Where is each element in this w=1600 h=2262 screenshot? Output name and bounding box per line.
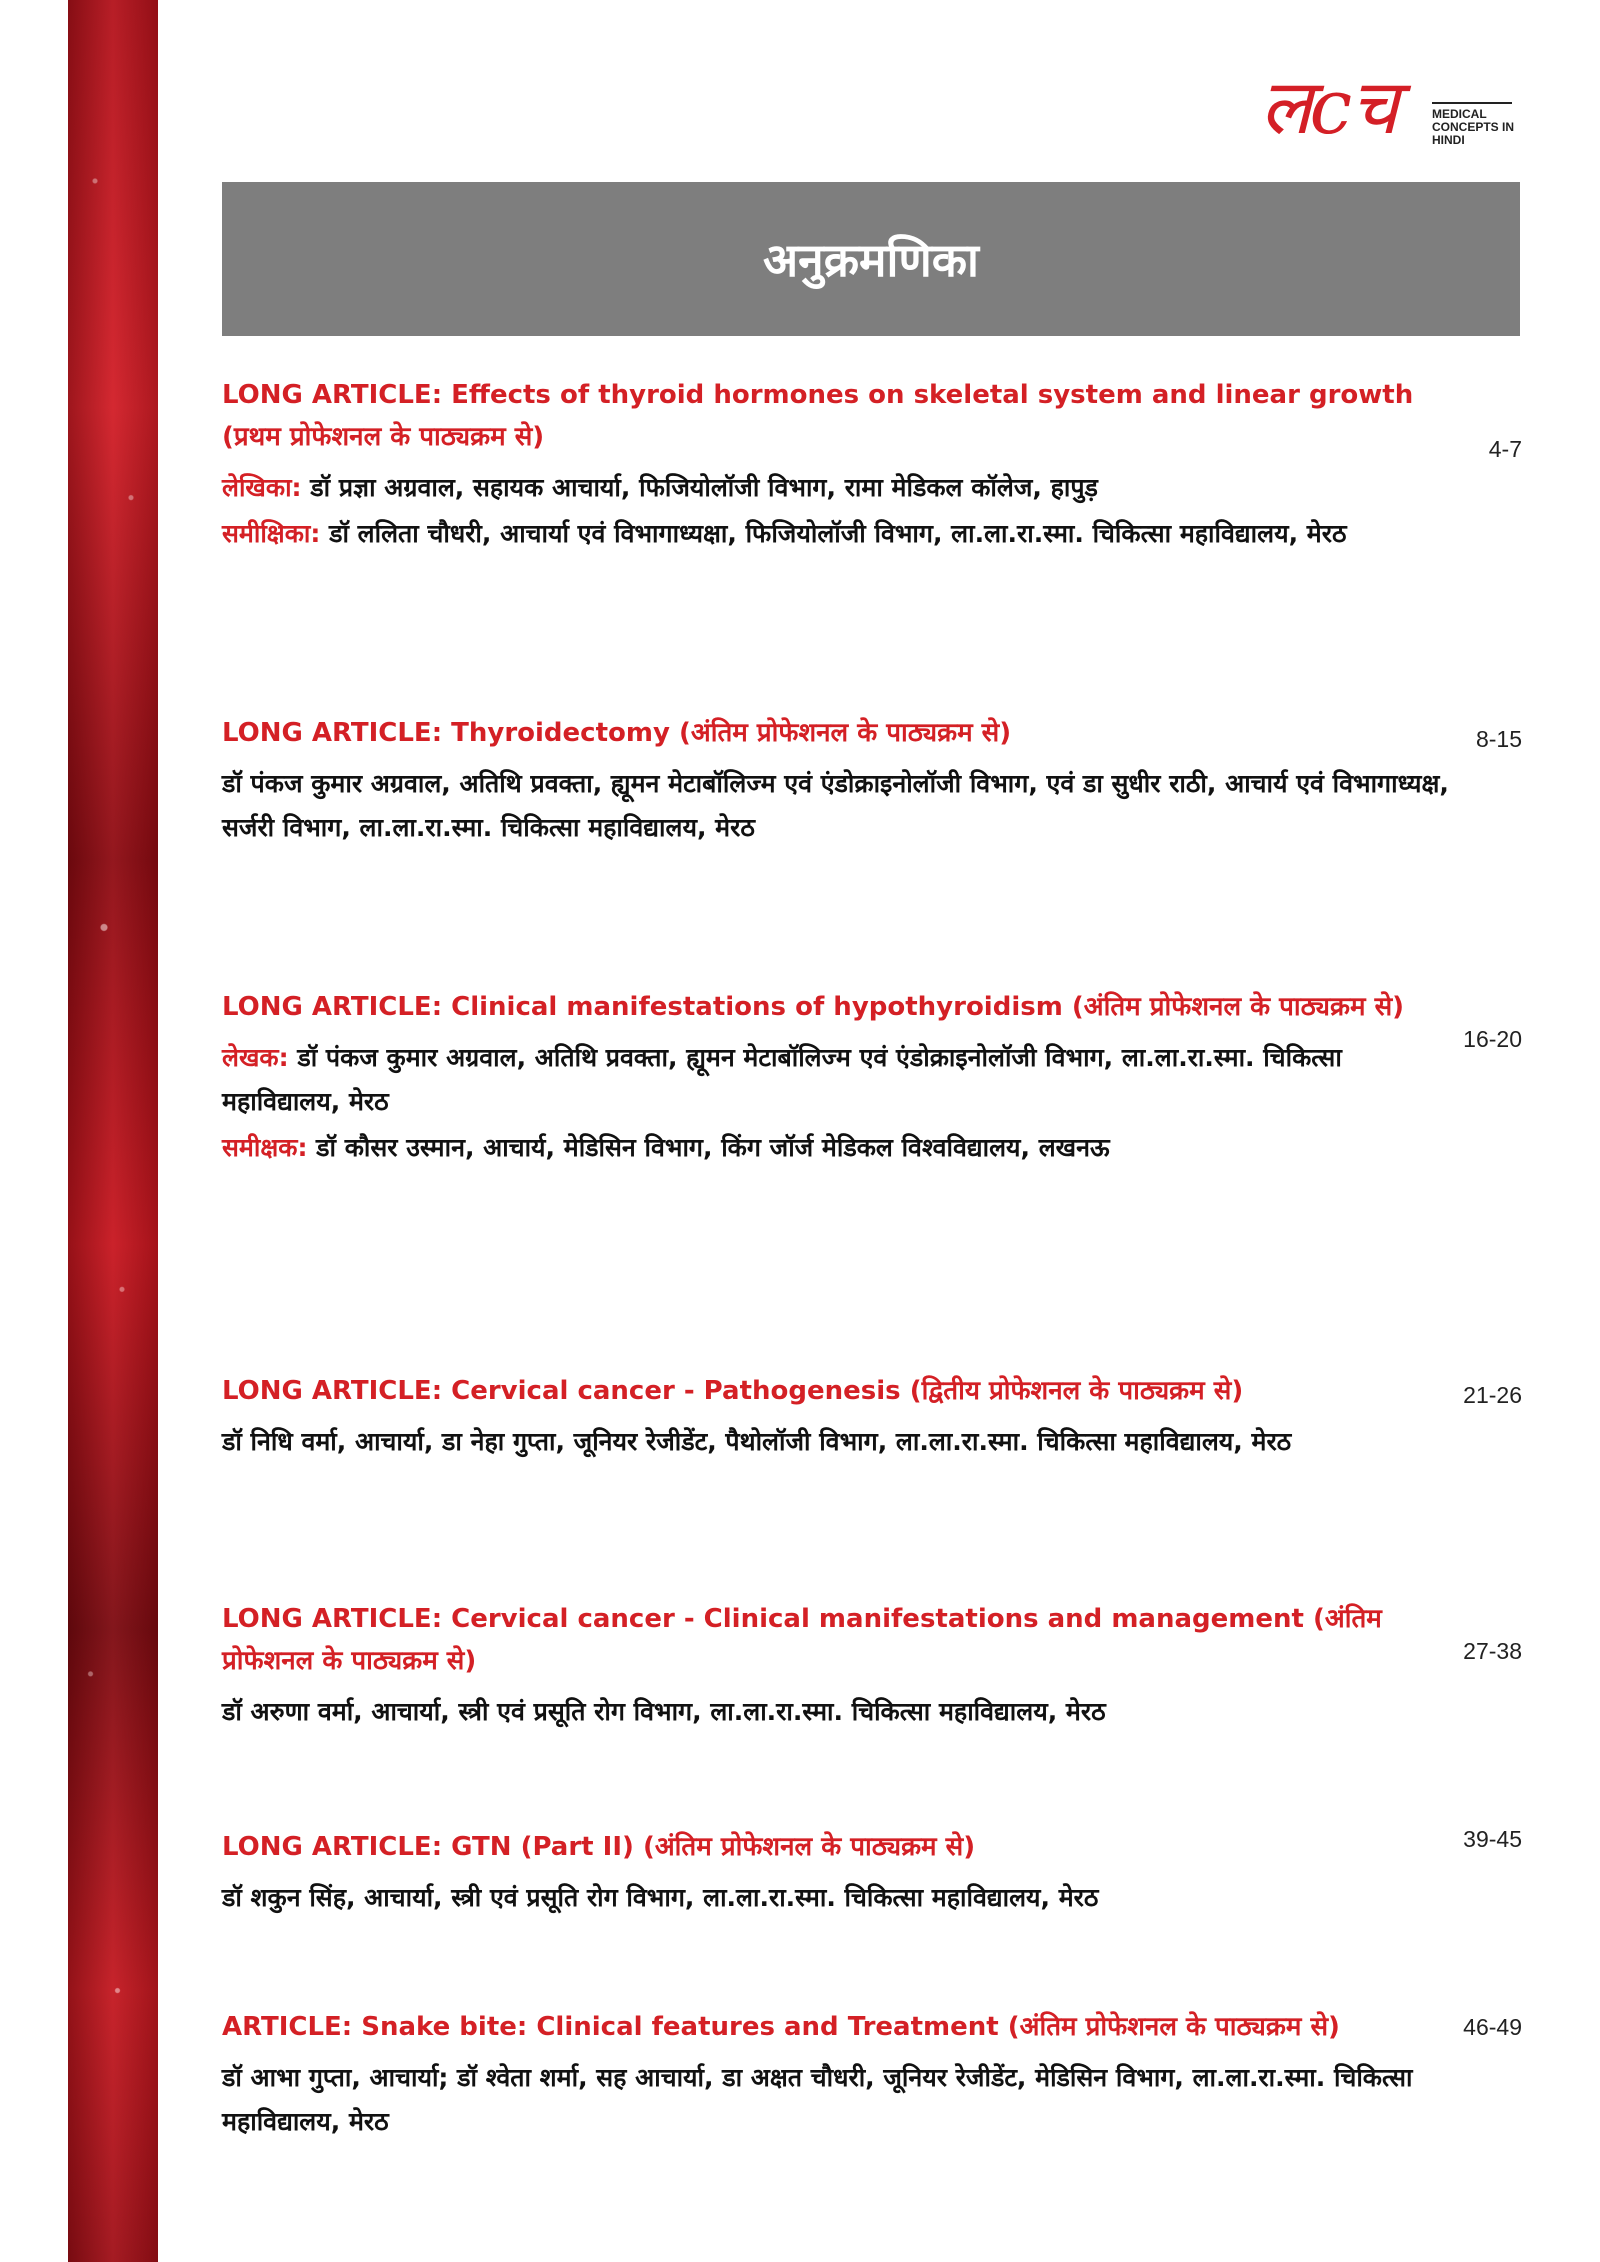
page-range: 39-45 — [1463, 1826, 1522, 1852]
article-title[interactable]: LONG ARTICLE: Cervical cancer - Clinical manifestations and management (अंतिम प्रोफेशनल के पाठ्यक्रम से) — [222, 1604, 1382, 1676]
page-range: 8-15 — [1475, 726, 1522, 752]
author-line — [222, 1876, 1452, 1920]
mch-logo — [1260, 62, 1520, 172]
author-line — [222, 1036, 1452, 1124]
author-line — [222, 762, 1452, 850]
logo-mark: लcच — [1260, 62, 1397, 151]
title-banner — [222, 182, 1520, 336]
author-line — [222, 1420, 1452, 1464]
logo-text-line: MEDICAL — [1432, 107, 1487, 121]
author-line — [222, 2056, 1452, 2144]
toc-entry[interactable] — [222, 712, 1522, 850]
logo-text-line: HINDI — [1432, 133, 1465, 147]
author-details: डॉ अरुणा वर्मा, आचार्या, स्त्री एवं प्रसूति रोग विभाग, ला.ला.रा.स्मा. चिकित्सा महाविद्यालय, मेरठ — [222, 1697, 1106, 1726]
reviewer-details: डॉ ललिता चौधरी, आचार्या एवं विभागाध्यक्षा, फिजियोलॉजी विभाग, ला.ला.रा.स्मा. चिकित्सा महाविद्यालय, मेरठ — [320, 519, 1347, 548]
toc-entry[interactable] — [222, 986, 1522, 1170]
reviewer-line — [222, 1126, 1452, 1170]
reviewer-line — [222, 512, 1452, 556]
logo-rule — [1432, 102, 1512, 104]
author-details: डॉ निधि वर्मा, आचार्या, डा नेहा गुप्ता, जूनियर रेजीडेंट, पैथोलॉजी विभाग, ला.ला.रा.स्मा. चिकित्सा महाविद्यालय, मेरठ — [222, 1427, 1292, 1456]
toc-entry[interactable] — [222, 374, 1522, 556]
author-details: डॉ आभा गुप्ता, आचार्या; डॉ श्वेता शर्मा, सह आचार्या, डा अक्षत चौधरी, जूनियर रेजीडेंट, मेडिसिन विभाग, ला.ला.रा.स्मा. चिकित्सा महाविद्यालय, मेरठ — [222, 2063, 1413, 2136]
page-range: 27-38 — [1463, 1638, 1522, 1664]
author-details: डॉ प्रज्ञा अग्रवाल, सहायक आचार्या, फिजियोलॉजी विभाग, रामा मेडिकल कॉलेज, हापुड़ — [301, 473, 1098, 502]
page-range: 46-49 — [1463, 2014, 1522, 2040]
author-role: लेखक: — [222, 1043, 289, 1072]
article-title[interactable]: LONG ARTICLE: Clinical manifestations of hypothyroidism (अंतिम प्रोफेशनल के पाठ्यक्रम से) — [222, 992, 1405, 1022]
author-line — [222, 1690, 1452, 1734]
article-title[interactable]: LONG ARTICLE: GTN (Part II) (अंतिम प्रोफेशनल के पाठ्यक्रम से) — [222, 1832, 976, 1862]
toc-entry[interactable] — [222, 1826, 1522, 1920]
author-details: डॉ पंकज कुमार अग्रवाल, अतिथि प्रवक्ता, ह्यूमन मेटाबॉलिज्म एवं एंडोक्राइनोलॉजी विभाग, एवं डा सुधीर राठी, आचार्य एवं विभागाध्यक्ष, सर्जरी विभाग, ला.ला.रा.स्मा. चिकित्सा महाविद्यालय, मेरठ — [222, 769, 1449, 842]
article-title[interactable]: ARTICLE: Snake bite: Clinical features and Treatment (अंतिम प्रोफेशनल के पाठ्यक्रम से) — [222, 2012, 1340, 2042]
author-details: डॉ शकुन सिंह, आचार्या, स्त्री एवं प्रसूति रोग विभाग, ला.ला.रा.स्मा. चिकित्सा महाविद्यालय, मेरठ — [222, 1883, 1099, 1912]
author-role: लेखिका: — [222, 473, 302, 502]
toc-entry[interactable] — [222, 2006, 1522, 2144]
logo-text-line: CONCEPTS IN — [1432, 120, 1515, 134]
article-title[interactable]: LONG ARTICLE: Cervical cancer - Pathogenesis (द्वितीय प्रोफेशनल के पाठ्यक्रम से) — [222, 1376, 1244, 1406]
reviewer-role: समीक्षक: — [222, 1133, 308, 1162]
toc-entry[interactable] — [222, 1598, 1522, 1734]
page-title: अनुक्रमणिका — [763, 233, 979, 287]
author-details: डॉ पंकज कुमार अग्रवाल, अतिथि प्रवक्ता, ह्यूमन मेटाबॉलिज्म एवं एंडोक्राइनोलॉजी विभाग, ला.ला.रा.स्मा. चिकित्सा महाविद्यालय, मेरठ — [222, 1043, 1342, 1116]
page-range: 21-26 — [1463, 1382, 1522, 1408]
reviewer-details: डॉ कौसर उस्मान, आचार्य, मेडिसिन विभाग, किंग जॉर्ज मेडिकल विश्वविद्यालय, लखनऊ — [307, 1133, 1110, 1162]
article-title[interactable]: LONG ARTICLE: Effects of thyroid hormones on skeletal system and linear growth (प्रथम प्रोफेशनल के पाठ्यक्रम से) — [222, 380, 1414, 452]
toc-entry[interactable] — [222, 1370, 1522, 1464]
reviewer-role: समीक्षिका: — [222, 519, 321, 548]
author-line — [222, 466, 1452, 510]
logo-text — [1432, 108, 1514, 147]
page-range: 4-7 — [1488, 436, 1522, 462]
decorative-side-band — [68, 0, 158, 2262]
page-range: 16-20 — [1463, 1026, 1522, 1052]
article-title[interactable]: LONG ARTICLE: Thyroidectomy (अंतिम प्रोफेशनल के पाठ्यक्रम से) — [222, 718, 1012, 748]
